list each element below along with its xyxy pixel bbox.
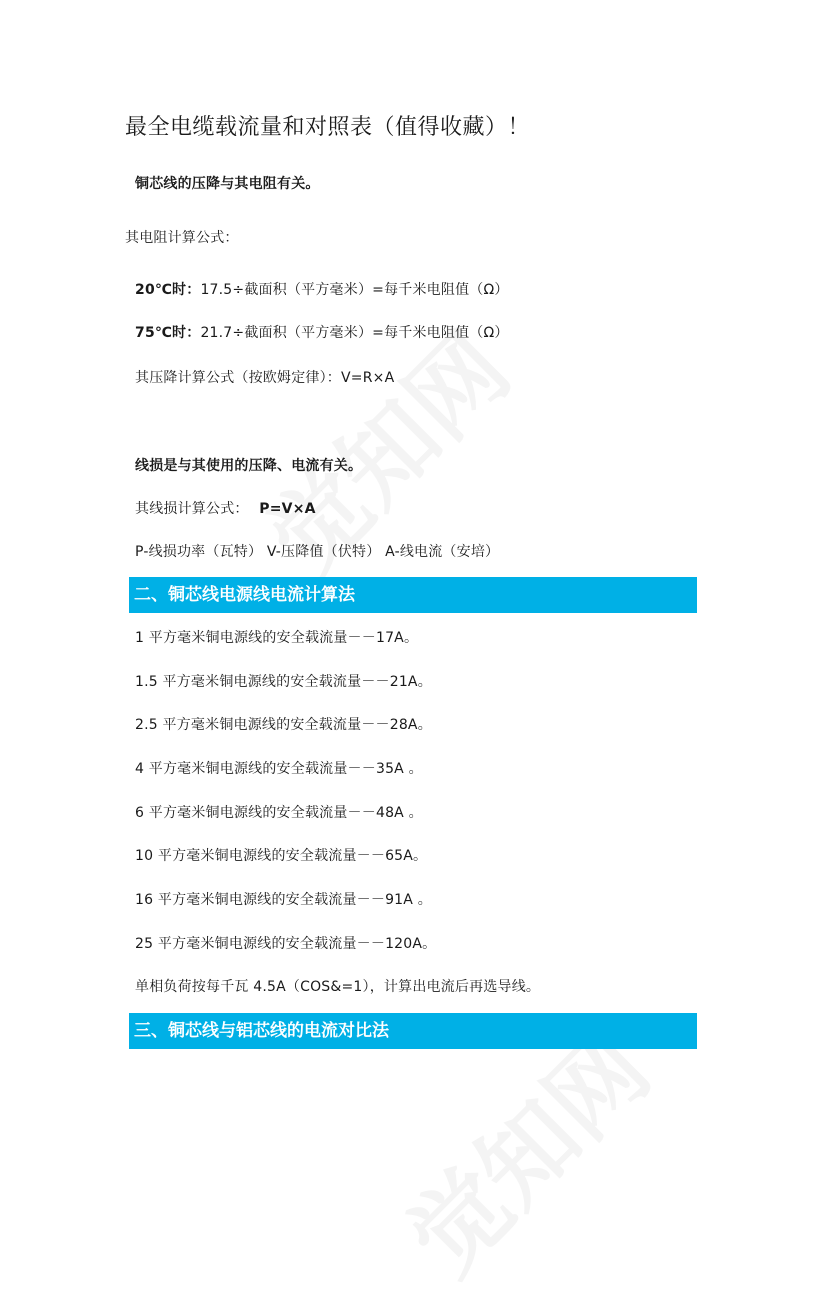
section-banner-copper-current: 二、铜芯线电源线电流计算法: [129, 577, 697, 613]
page-title: 最全电缆载流量和对照表（值得收藏）！: [125, 115, 531, 140]
loss-legend: P-线损功率（瓦特） V-压降值（伏特） A-线电流（安培）: [135, 544, 500, 560]
section2-heading: 线损是与其使用的压降、电流有关。: [135, 458, 363, 474]
resistance-formula-intro: 其电阻计算公式：: [125, 230, 239, 246]
capacity-item-2-5: 2.5 平方毫米铜电源线的安全载流量－－28A。: [135, 717, 432, 733]
formula-20c: [135, 279, 509, 299]
capacity-item-1-5: 1.5 平方毫米铜电源线的安全载流量－－21A。: [135, 674, 432, 690]
capacity-item-4: 4 平方毫米铜电源线的安全载流量－－35A 。: [135, 761, 423, 777]
capacity-item-25: 25 平方毫米铜电源线的安全载流量－－120A。: [135, 936, 437, 952]
formula-75c-label: 75℃时：: [135, 325, 201, 341]
capacity-item-10: 10 平方毫米铜电源线的安全载流量－－65A。: [135, 848, 428, 864]
capacity-item-6: 6 平方毫米铜电源线的安全载流量－－48A 。: [135, 805, 423, 821]
voltage-drop-formula: 其压降计算公式（按欧姆定律）：V=R×A: [135, 370, 395, 386]
capacity-item-1: 1 平方毫米铜电源线的安全载流量－－17A。: [135, 630, 419, 646]
section-banner-copper-aluminum: 三、铜芯线与铝芯线的电流对比法: [129, 1013, 697, 1049]
formula-20c-text: 17.5÷截面积（平方毫米）=每千米电阻值（Ω）: [200, 282, 509, 298]
loss-formula: [135, 498, 316, 518]
formula-75c: [135, 322, 509, 342]
formula-75c-text: 21.7÷截面积（平方毫米）=每千米电阻值（Ω）: [200, 325, 509, 341]
loss-formula-intro: 其线损计算公式：: [135, 501, 249, 517]
section1-heading: 铜芯线的压降与其电阻有关。: [135, 176, 320, 192]
formula-20c-label: 20℃时：: [135, 282, 201, 298]
capacity-item-16: 16 平方毫米铜电源线的安全载流量－－91A 。: [135, 892, 432, 908]
loss-formula-value: P=V×A: [259, 501, 316, 517]
single-phase-note: 单相负荷按每千瓦 4.5A（COS&=1），计算出电流后再选导线。: [135, 979, 541, 995]
